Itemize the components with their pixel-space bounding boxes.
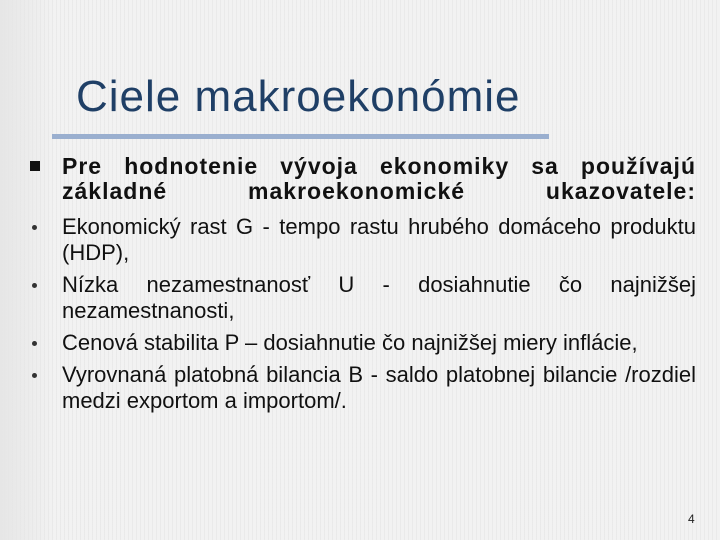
dot-bullet-icon [32,283,37,288]
bullet-text-growth: Ekonomický rast G - tempo rastu hrubého domáceho produktu (HDP), [62,214,696,265]
bullet-item [26,272,696,324]
slide-content [26,154,696,414]
square-bullet-icon [30,161,40,171]
page-number: 4 [688,512,695,526]
intro-item [26,154,696,204]
bullet-item [26,214,696,266]
slide-title: Ciele makroekonómie [76,72,521,121]
dot-bullet-icon [32,225,37,230]
bullet-text-balance: Vyrovnaná platobná bilancia B - saldo platobnej bilancie /rozdiel medzi exportom a importom/. [62,362,696,413]
title-underline [52,134,549,139]
dot-bullet-icon [32,341,37,346]
bullet-text-unemployment: Nízka nezamestnanosť U - dosiahnutie čo najnižšej nezamestnanosti, [62,272,696,323]
bullet-item [26,330,696,356]
bullet-item [26,362,696,414]
dot-bullet-icon [32,373,37,378]
intro-text: Pre hodnotenie vývoja ekonomiky sa používajú základné makroekonomické ukazovatele: [62,153,696,204]
bullet-text-price-stability: Cenová stabilita P – dosiahnutie čo najnižšej miery inflácie, [62,330,638,355]
